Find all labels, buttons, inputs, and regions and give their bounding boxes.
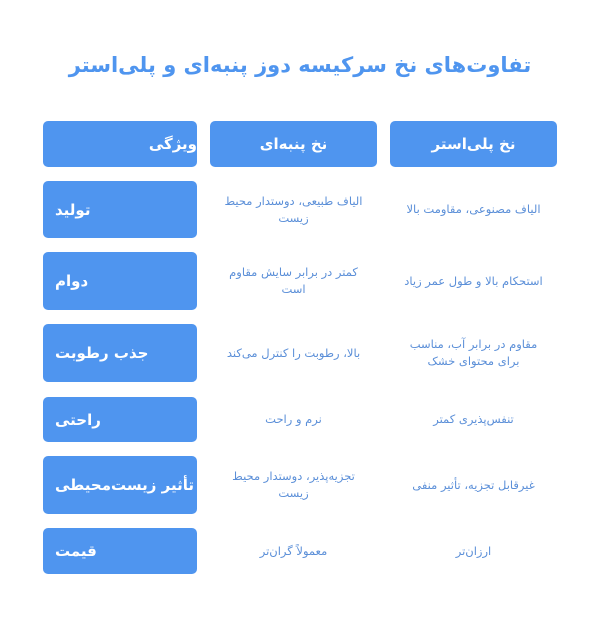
feature-production: تولید: [43, 181, 197, 238]
cell-polyester-moisture: مقاوم در برابر آب، مناسب برای محتوای خشک: [409, 337, 538, 368]
cell-polyester-price: ارزان‌تر: [455, 543, 492, 558]
cell-polyester-comfort: تنفس‌پذیری کمتر: [433, 412, 514, 426]
page-title: تفاوت‌های نخ سرکیسه دوز پنبه‌ای و پلی‌استر: [68, 53, 532, 77]
feature-durability: دوام: [43, 252, 197, 310]
header-cotton: نخ پنبه‌ای: [210, 121, 377, 167]
feature-comfort: راحتی: [43, 397, 197, 442]
cell-cotton-moisture: بالا، رطوبت را کنترل می‌کند: [226, 345, 361, 360]
header-polyester: نخ پلی‌استر: [390, 121, 557, 167]
cell-polyester-production: الیاف مصنوعی، مقاومت بالا: [406, 202, 541, 216]
cell-cotton-production: الیاف طبیعی، دوستدار محیط زیست: [224, 193, 363, 225]
feature-environment: تأثیر زیست‌محیطی: [43, 456, 197, 514]
header-feature: ویژگی: [43, 121, 197, 167]
feature-price: قیمت: [43, 528, 197, 574]
cell-cotton-environment: تجزیه‌پذیر، دوستدار محیط زیست: [232, 469, 355, 500]
cell-polyester-environment: غیرقابل تجزیه، تأثیر منفی: [412, 477, 535, 492]
cell-polyester-durability: استحکام بالا و طول عمر زیاد: [404, 273, 543, 288]
cell-cotton-price: معمولاً گران‌تر: [259, 543, 328, 558]
cell-cotton-durability: کمتر در برابر سایش مقاوم است: [229, 265, 358, 296]
feature-moisture: جذب رطوبت: [43, 324, 197, 382]
cell-cotton-comfort: نرم و راحت: [265, 412, 322, 426]
